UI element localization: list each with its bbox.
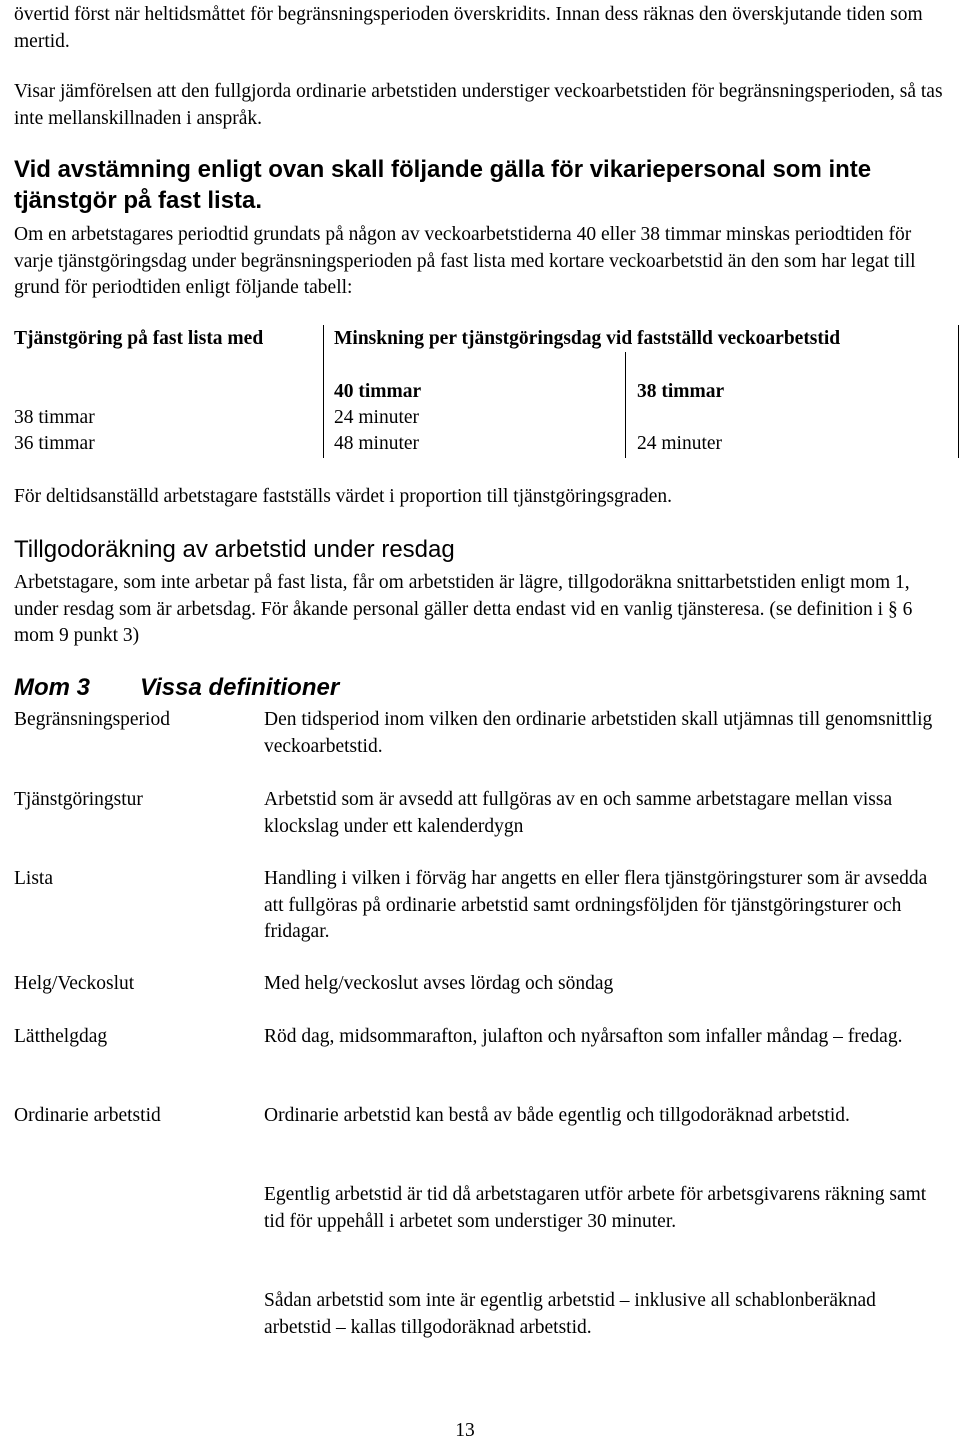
definition-text: Arbetstid som är avsedd att fullgöras av en och samme arbetstagare mellan vissa klockslag under ett kalenderdygn [264,789,893,837]
page-number: 13 [455,1420,475,1441]
resdag-heading: Tillgodoräkning av arbetstid under resdag [14,536,455,563]
intro-paragraph-2: Visar jämförelsen att den fullgjorda ordinarie arbetstiden understiger veckoarbetstiden för begränsningsperioden, så tas inte mellanskillnaden i anspråk. [14,81,943,129]
table-subheader-40: 40 timmar [334,381,422,402]
mom3-title: Vissa definitioner [140,674,340,701]
table-subheader-38: 38 timmar [637,381,725,402]
table-header-service: Tjänstgöring på fast lista med [14,328,264,349]
definition-term: Ordinarie arbetstid [14,1105,161,1126]
definition-text: Med helg/veckoslut avses lördag och söndag [264,973,614,994]
mom3-label: Mom 3 [14,674,91,701]
definition-extra-paragraph: Sådan arbetstid som inte är egentlig arbetstid – inklusive all schablonberäknad arbetstid – kallas tillgodoräknad arbetstid. [264,1290,876,1338]
table-row-2-label: 36 timmar [14,433,95,454]
definition-term: Helg/Veckoslut [14,973,135,994]
intro-paragraph-1: övertid först när heltidsmåttet för begränsningsperioden överskridits. Innan dess räknas den överskjutande tiden som mertid. [14,4,923,52]
table-row-1-label: 38 timmar [14,407,95,428]
table-row-2-value-40: 48 minuter [334,433,420,454]
definition-term: Begränsningsperiod [14,709,170,730]
vikarie-paragraph: Om en arbetstagares periodtid grundats på någon av veckoarbetstiderna 40 eller 38 timmar minskas periodtiden för varje tjänstgöringsdag under begränsningsperioden på fast lista med kortare veckoarbetstid än den som har legat till grund för periodtiden enligt följande tabell: [14,224,916,298]
table-divider-3 [958,325,959,458]
table-row-1-value-40: 24 minuter [334,407,420,428]
table-row-2-value-38: 24 minuter [637,433,723,454]
definition-term: Tjänstgöringstur [14,789,143,810]
table-divider-1 [323,325,324,458]
table-divider-2 [625,352,626,458]
definition-text: Den tidsperiod inom vilken den ordinarie arbetstiden skall utjämnas till genomsnittlig veckoarbetstid. [264,709,933,757]
definition-term: Lätthelgdag [14,1026,108,1047]
vikarie-heading: Vid avstämning enligt ovan skall följande gälla för vikariepersonal som inte tjänstgör på fast lista. [14,156,872,214]
table-header-reduction: Minskning per tjänstgöringsdag vid fastställd veckoarbetstid [334,328,841,349]
definition-text: Röd dag, midsommarafton, julafton och nyårsafton som infaller måndag – fredag. [264,1026,903,1047]
definition-extra-paragraph: Egentlig arbetstid är tid då arbetstagaren utför arbete för arbetsgivarens räkning samt tid för uppehåll i arbetet som understiger 30 minuter. [264,1184,927,1232]
definition-term: Lista [14,868,53,889]
deltid-note: För deltidsanställd arbetstagare fastställs värdet i proportion till tjänstgöringsgraden. [14,486,672,507]
resdag-paragraph: Arbetstagare, som inte arbetar på fast lista, får om arbetstiden är lägre, tillgodoräkna snittarbetstiden enligt mom 1, under resdag som är arbetsdag. För åkande personal gäller detta endast vid en vanlig tjänsteresa. (se definition i § 6 mom 9 punkt 3) [14,572,913,646]
definition-text: Ordinarie arbetstid kan bestå av både egentlig och tillgodoräknad arbetstid. [264,1105,850,1126]
definition-text: Handling i vilken i förväg har angetts en eller flera tjänstgöringsturer som är avsedda att fullgöras på ordinarie arbetstid samt ordningsföljden för tjänstgöringsturer och fridagar. [264,868,928,942]
